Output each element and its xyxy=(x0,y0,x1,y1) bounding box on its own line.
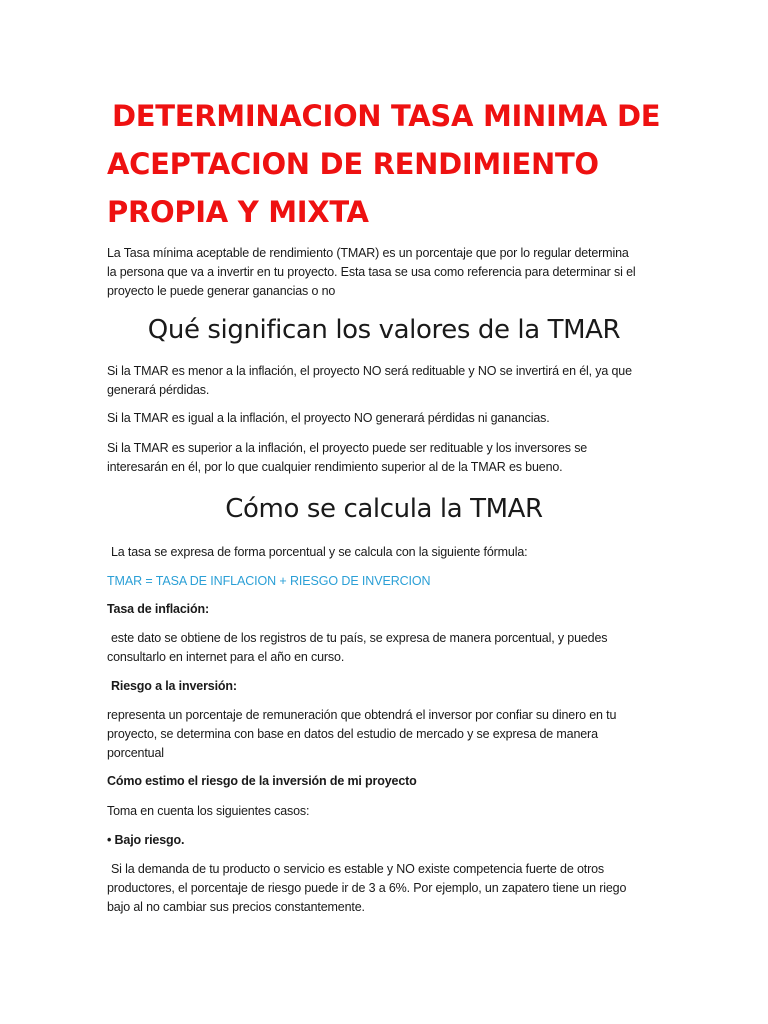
valores-paragraph-2: Si la TMAR es igual a la inflación, el proyecto NO generará pérdidas ni ganancias. xyxy=(107,411,550,425)
valores-p3-line-2: interesarán en él, por lo que cualquier rendimiento superior al de la TMAR es bueno. xyxy=(107,460,563,474)
bajo-riesgo-line-2: productores, el porcentaje de riesgo puede ir de 3 a 6%. Por ejemplo, un zapatero tiene un riego xyxy=(107,881,627,895)
intro-line-2: la persona que va a invertir en tu proyecto. Esta tasa se usa como referencia para determinar si el xyxy=(107,265,636,279)
intro-paragraph xyxy=(107,244,667,301)
valores-p3-line-1: Si la TMAR es superior a la inflación, el proyecto puede ser redituable y los inversores se xyxy=(107,441,588,455)
valores-paragraph-1 xyxy=(107,362,667,400)
estimo-riesgo-heading: Cómo estimo el riesgo de la inversión de mi proyecto xyxy=(107,774,417,788)
riesgo-line-3: porcentual xyxy=(107,746,164,760)
valores-paragraph-3 xyxy=(107,439,667,477)
tasa-line-2: consultarlo en internet para el año en curso. xyxy=(107,650,345,664)
valores-p1-line-2: generará pérdidas. xyxy=(107,383,210,397)
bajo-riesgo-line-3: bajo al no cambiar sus precios constantemente. xyxy=(107,900,365,914)
tasa-inflacion-label: Tasa de inflación: xyxy=(107,602,209,616)
bajo-riesgo-line-1: Si la demanda de tu producto o servicio es estable y NO existe competencia fuerte de otros xyxy=(111,862,605,876)
intro-line-3: proyecto le puede generar ganancias o no xyxy=(107,284,336,298)
tasa-inflacion-text xyxy=(107,629,671,667)
riesgo-inversion-text xyxy=(107,706,667,763)
title-line-3: PROPIA Y MIXTA xyxy=(107,195,369,229)
heading-valores: Qué significan los valores de la TMAR xyxy=(147,315,621,345)
tasa-line-1: este dato se obtiene de los registros de tu país, se expresa de manera porcentual, y puedes xyxy=(111,631,608,645)
tmar-formula: TMAR = TASA DE INFLACION + RIESGO DE INVERCION xyxy=(107,574,431,588)
valores-p1-line-1: Si la TMAR es menor a la inflación, el proyecto NO será redituable y NO se invertirá en él, ya que xyxy=(107,364,632,378)
title-line-2: ACEPTACION DE RENDIMIENTO xyxy=(107,147,599,181)
document-title xyxy=(107,92,707,236)
heading-calculo: Cómo se calcula la TMAR xyxy=(225,494,543,524)
calculo-intro: La tasa se expresa de forma porcentual y se calcula con la siguiente fórmula: xyxy=(111,545,528,559)
bajo-riesgo-label: • Bajo riesgo. xyxy=(107,833,185,847)
bajo-riesgo-text xyxy=(107,860,671,917)
casos-intro: Toma en cuenta los siguientes casos: xyxy=(107,804,310,818)
riesgo-line-1: representa un porcentaje de remuneración que obtendrá el inversor por confiar su dinero en tu xyxy=(107,708,617,722)
intro-line-1: La Tasa mínima aceptable de rendimiento (TMAR) es un porcentaje que por lo regular determina xyxy=(107,246,629,260)
riesgo-inversion-label: Riesgo a la inversión: xyxy=(111,679,237,693)
title-line-1: DETERMINACION TASA MINIMA DE xyxy=(112,99,661,133)
riesgo-line-2: proyecto, se determina con base en datos del estudio de mercado y se expresa de manera xyxy=(107,727,598,741)
